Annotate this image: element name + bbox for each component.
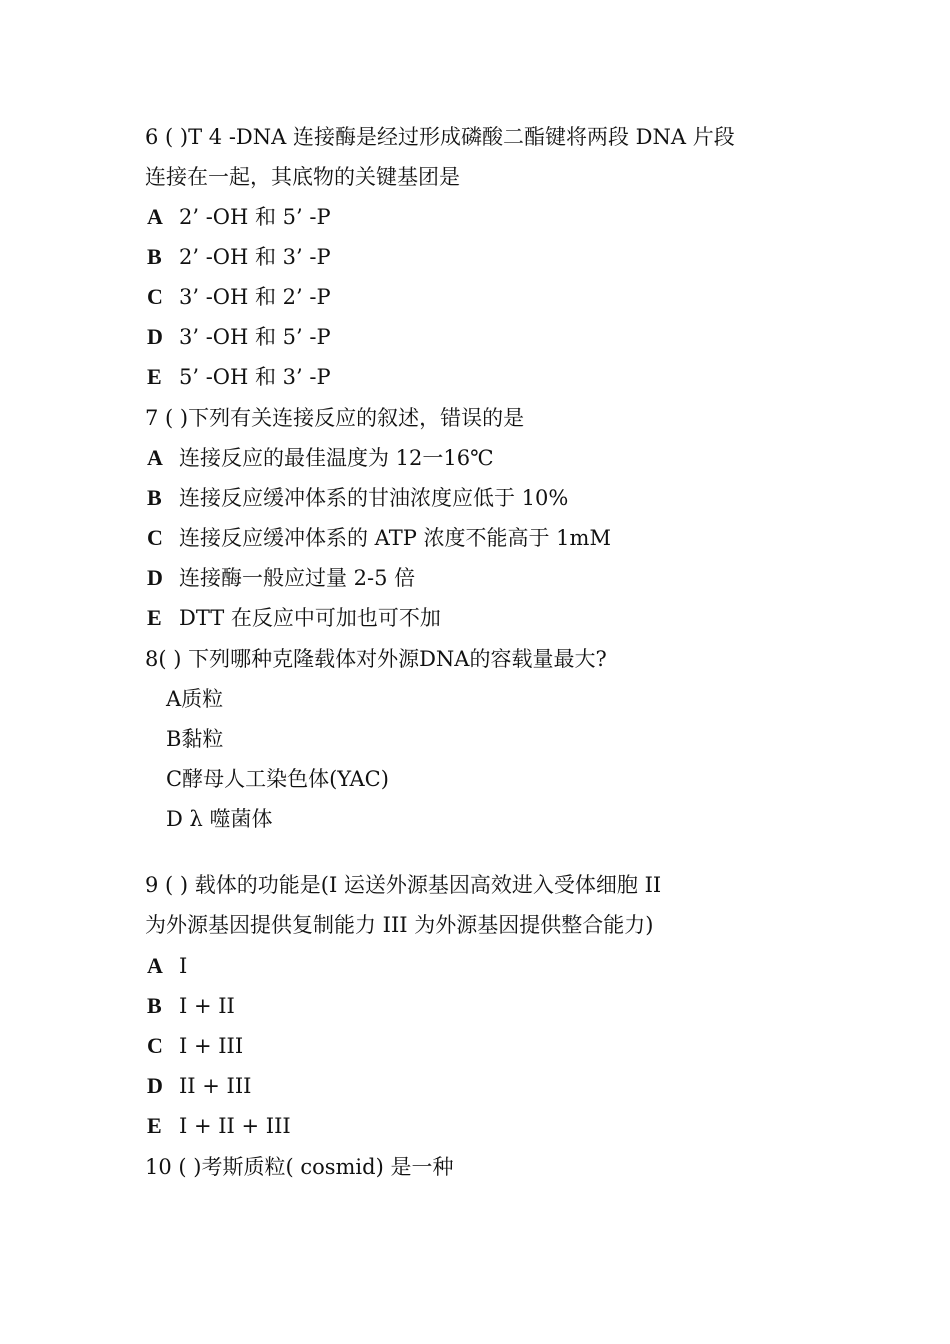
question-8-option-d: D λ 噬菌体 [166,807,273,831]
question-8-option-b: B黏粒 [166,727,224,751]
question-9-option-b [147,986,235,1026]
option-letter: B [147,485,162,510]
question-6-option-a [147,197,331,237]
question-7-option-c [147,518,611,558]
question-9-option-d [147,1066,251,1106]
question-7-option-b [147,478,568,518]
question-9-stem-line-1: 9 ( ) 载体的功能是(I 运送外源基因高效进入受体细胞 II [145,873,662,897]
option-letter: E [147,1113,162,1138]
option-text: II + III [179,1074,252,1098]
question-10-stem: 10 ( )考斯质粒( cosmid) 是一种 [145,1155,454,1179]
question-9-option-c [147,1026,243,1066]
question-7-option-d [147,558,415,598]
question-6-stem-line-2: 连接在一起，其底物的关键基团是 [145,165,460,189]
option-letter: B [147,993,162,1018]
question-6-option-b [147,237,331,277]
question-8-stem: 8( ) 下列哪种克隆载体对外源DNA的容载量最大? [145,647,607,671]
option-letter: E [147,605,162,630]
option-text: DTT 在反应中可加也可不加 [179,606,441,630]
question-6-stem-line-1: 6 ( )T 4 -DNA 连接酶是经过形成磷酸二酯键将两段 DNA 片段 [145,125,735,149]
question-6-option-d [147,317,331,357]
option-letter: C [147,1033,163,1058]
option-letter: D [147,324,163,349]
option-letter: D [147,565,163,590]
option-text: 3’ -OH 和 5’ -P [179,325,331,349]
question-7-option-a [147,438,494,478]
option-letter: A [147,445,163,470]
option-text: I + III [179,1034,244,1058]
option-letter: C [147,525,163,550]
option-text: 连接反应缓冲体系的甘油浓度应低于 10% [179,486,569,510]
option-text: 2’ -OH 和 5’ -P [179,205,331,229]
option-letter: B [147,244,162,269]
option-text: I [179,954,188,978]
option-text: I + II + III [179,1114,291,1138]
option-letter: A [147,953,163,978]
option-letter: E [147,364,162,389]
question-7-stem: 7 ( )下列有关连接反应的叙述，错误的是 [145,406,525,430]
question-6-option-e [147,357,331,397]
question-8-option-a: A质粒 [166,687,224,711]
question-9-stem-line-2: 为外源基因提供复制能力 III 为外源基因提供整合能力) [145,913,654,937]
question-6-option-c [147,277,331,317]
option-letter: A [147,204,163,229]
option-text: 3’ -OH 和 2’ -P [179,285,331,309]
question-9-option-a [147,946,187,986]
option-letter: D [147,1073,163,1098]
option-text: 5’ -OH 和 3’ -P [179,365,331,389]
question-8-option-c: C酵母人工染色体(YAC) [166,767,389,791]
option-text: 连接酶一般应过量 2-5 倍 [179,566,416,590]
question-9-option-e [147,1106,291,1146]
option-text: I + II [179,994,235,1018]
option-text: 2’ -OH 和 3’ -P [179,245,331,269]
question-7-option-e [147,598,441,638]
option-text: 连接反应缓冲体系的 ATP 浓度不能高于 1mM [179,526,611,550]
option-text: 连接反应的最佳温度为 12一16℃ [179,446,494,470]
option-letter: C [147,284,163,309]
